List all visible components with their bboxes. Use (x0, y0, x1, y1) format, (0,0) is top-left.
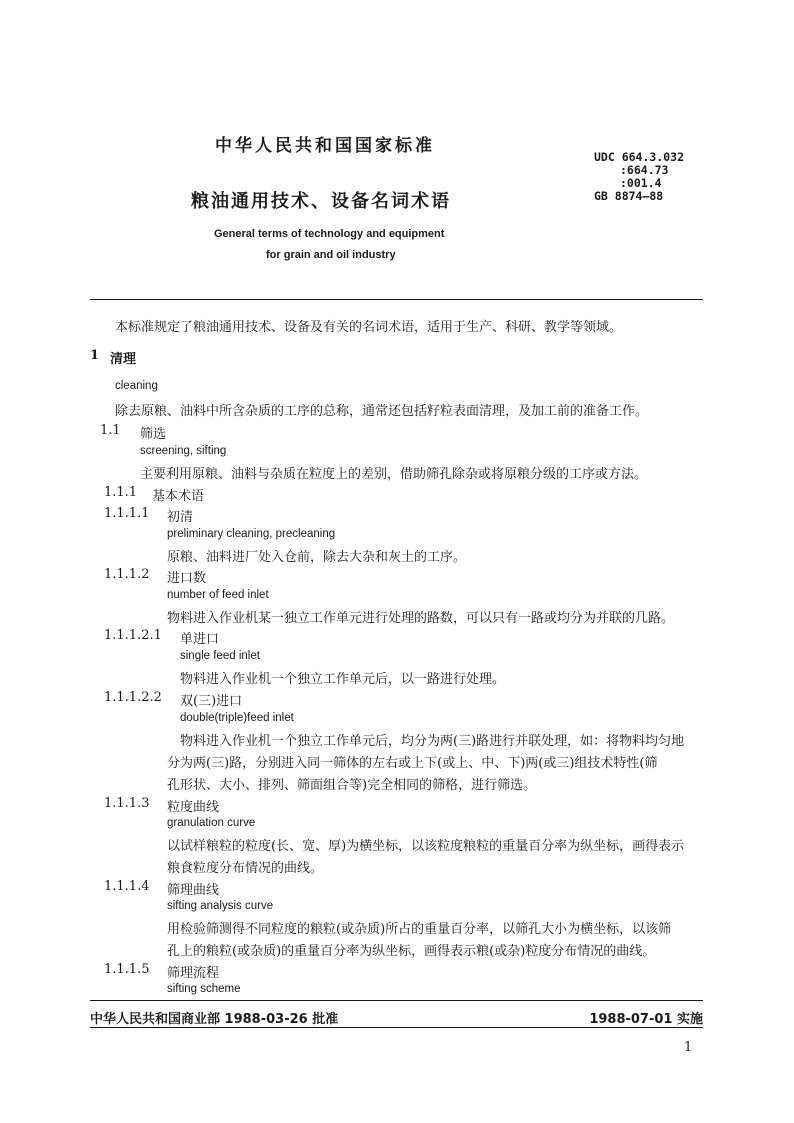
section-number: 1.1 (100, 423, 121, 438)
section-number: 1.1.1.2 (104, 567, 150, 582)
section-term: 单进口 (180, 632, 220, 647)
section-term-en: granulation curve (167, 817, 256, 829)
section-number: 1.1.1.5 (104, 962, 150, 977)
udc-code-line-2: :664.73 (620, 163, 669, 177)
section-definition-line-2: 粮食粒度分布情况的曲线。 (167, 861, 324, 876)
section-definition-line-1: 物料进入作业机一个独立工作单元后，均分为两(三)路进行并联处理，如：将物料均匀地 (180, 734, 685, 749)
section-term: 基本术语 (152, 489, 205, 504)
section-number: 1.1.1.2.2 (104, 690, 162, 705)
section-term-en: preliminary cleaning, precleaning (167, 528, 336, 540)
section-number: 1 (90, 348, 100, 363)
section-term: 初清 (167, 510, 194, 525)
approval-statement: 中华人民共和国商业部 1988-03-26 批准 (90, 1012, 339, 1027)
section-term-en: sifting analysis curve (167, 900, 274, 912)
gb-standard-number: GB 8874—88 (594, 189, 664, 203)
document-title-en-line-2: for grain and oil industry (266, 249, 396, 261)
section-term: 双(三)进口 (180, 694, 243, 709)
page-number: 1 (684, 1040, 693, 1055)
section-definition: 物料进入作业机某一独立工作单元进行处理的路数，可以只有一路或均分为并联的几路。 (167, 611, 675, 626)
section-number: 1.1.1.1 (104, 506, 150, 521)
section-definition-line-1: 以试样粮粒的粒度(长、宽、厚)为横坐标，以该粒度粮粒的重量百分率为纵坐标，画得表示 (167, 839, 685, 854)
section-term: 进口数 (167, 571, 207, 586)
section-term: 粒度曲线 (167, 800, 220, 815)
section-number: 1.1.1.4 (104, 879, 150, 894)
section-term-en: screening, sifting (140, 445, 227, 457)
section-definition-line-2: 孔上的粮粒(或杂质)的重量百分率为纵坐标，画得表示粮(或杂)粒度分布情况的曲线。 (167, 944, 656, 959)
section-term: 清理 (110, 352, 137, 367)
section-term: 筛选 (140, 427, 167, 442)
section-definition: 主要利用原粮、油料与杂质在粒度上的差别，借助筛孔除杂或将原粮分级的工序或方法。 (140, 467, 648, 482)
section-term-en: sifting scheme (167, 983, 241, 995)
section-term-en: single feed inlet (180, 650, 260, 662)
section-definition-line-1: 用检验筛测得不同粒度的粮粒(或杂质)所占的重量百分率，以筛孔大小为横坐标，以该筛 (167, 922, 672, 937)
section-term-en: number of feed inlet (167, 589, 269, 601)
header-divider (90, 299, 703, 300)
national-standard-heading: 中华人民共和国国家标准 (215, 136, 435, 156)
section-definition: 物料进入作业机一个独立工作单元后，以一路进行处理。 (180, 672, 506, 687)
footer-divider (90, 1000, 703, 1001)
udc-code-line-3: :001.4 (620, 176, 662, 190)
section-term-en: double(triple)feed inlet (180, 712, 294, 724)
effective-date: 1988-07-01 实施 (589, 1012, 703, 1027)
section-number: 1.1.1.3 (104, 796, 150, 811)
section-term: 筛理曲线 (167, 883, 220, 898)
udc-code-line-1: UDC 664.3.032 (594, 150, 685, 164)
section-number: 1.1.1.2.1 (104, 628, 162, 643)
section-definition-line-2: 分为两(三)路，分别进入同一筛体的左右或上下(或上、中、下)两(或三)组技术特性(筛 (167, 756, 658, 771)
intro-paragraph: 本标准规定了粮油通用技术、设备及有关的名词术语，适用于生产、科研、教学等领域。 (115, 320, 623, 335)
section-definition-line-3: 孔形状、大小、排列、筛面组合等)完全相同的筛格，进行筛选。 (167, 778, 537, 793)
section-definition: 除去原粮、油料中所含杂质的工序的总称，通常还包括籽粒表面清理，及加工前的准备工作。 (115, 404, 649, 419)
section-term: 筛理流程 (167, 966, 220, 981)
section-definition: 原粮、油料进厂处入仓前，除去大杂和灰土的工序。 (167, 550, 467, 565)
section-term-en: cleaning (115, 380, 158, 392)
section-number: 1.1.1 (104, 485, 138, 500)
document-title-cn: 粮油通用技术、设备名词术语 (191, 191, 451, 212)
footer-divider-bottom (90, 1027, 703, 1028)
document-title-en-line-1: General terms of technology and equipment (214, 228, 445, 240)
